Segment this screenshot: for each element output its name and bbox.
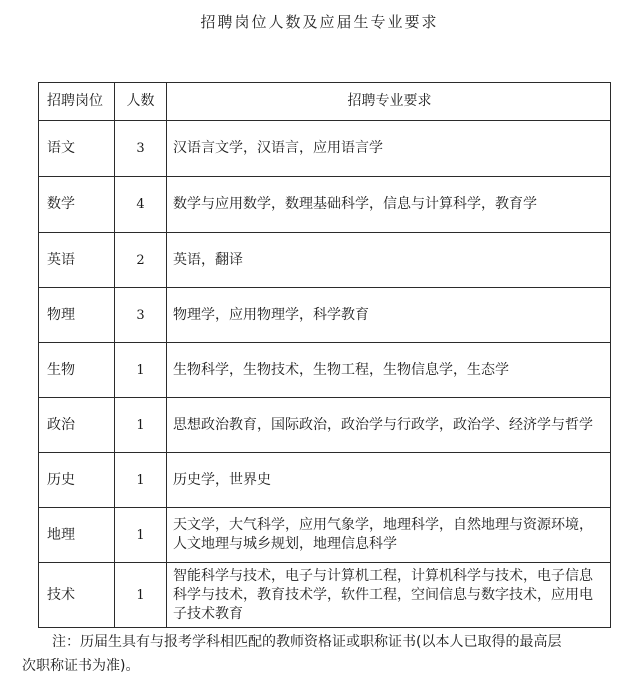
cell-position: 英语 <box>39 233 115 288</box>
cell-requirement: 思想政治教育，国际政治，政治学与行政学，政治学、经济学与哲学 <box>167 398 611 453</box>
cell-requirement: 历史学，世界史 <box>167 453 611 508</box>
cell-count: 1 <box>115 343 167 398</box>
cell-count: 1 <box>115 508 167 563</box>
cell-count: 4 <box>115 177 167 233</box>
footnote <box>22 630 622 678</box>
table-row <box>39 398 611 453</box>
table-row <box>39 177 611 233</box>
cell-count: 2 <box>115 233 167 288</box>
cell-position: 物理 <box>39 288 115 343</box>
table-row <box>39 563 611 628</box>
cell-count: 1 <box>115 398 167 453</box>
header-position: 招聘岗位 <box>39 83 115 121</box>
cell-position: 生物 <box>39 343 115 398</box>
cell-position: 语文 <box>39 121 115 177</box>
recruitment-table <box>38 82 611 628</box>
header-requirement: 招聘专业要求 <box>167 83 611 121</box>
cell-position: 政治 <box>39 398 115 453</box>
document-title: 招聘岗位人数及应届生专业要求 <box>200 13 439 31</box>
cell-requirement: 汉语言文学，汉语言，应用语言学 <box>167 121 611 177</box>
table-row <box>39 343 611 398</box>
cell-count: 3 <box>115 121 167 177</box>
table-row <box>39 508 611 563</box>
cell-position: 数学 <box>39 177 115 233</box>
cell-requirement: 英语，翻译 <box>167 233 611 288</box>
table-row <box>39 121 611 177</box>
cell-requirement: 物理学，应用物理学，科学教育 <box>167 288 611 343</box>
cell-requirement: 智能科学与技术，电子与计算机工程，计算机科学与技术，电子信息科学与技术，教育技术学，软件工程，空间信息与数字技术，应用电子技术教育 <box>167 563 611 628</box>
cell-position: 技术 <box>39 563 115 628</box>
table-header-row <box>39 83 611 121</box>
cell-requirement: 天文学，大气科学，应用气象学，地理科学，自然地理与资源环境，人文地理与城乡规划，地理信息科学 <box>167 508 611 563</box>
header-count: 人数 <box>115 83 167 121</box>
table-row <box>39 233 611 288</box>
table-row <box>39 288 611 343</box>
footnote-line-2: 次职称证书为准)。 <box>22 658 140 674</box>
footnote-line-1: 注：历届生具有与报考学科相匹配的教师资格证或职称证书(以本人已取得的最高层 <box>52 634 562 650</box>
cell-count: 1 <box>115 563 167 628</box>
cell-position: 历史 <box>39 453 115 508</box>
table-row <box>39 453 611 508</box>
cell-position: 地理 <box>39 508 115 563</box>
cell-requirement: 生物科学，生物技术，生物工程，生物信息学，生态学 <box>167 343 611 398</box>
cell-count: 1 <box>115 453 167 508</box>
cell-requirement: 数学与应用数学，数理基础科学，信息与计算科学，教育学 <box>167 177 611 233</box>
cell-count: 3 <box>115 288 167 343</box>
